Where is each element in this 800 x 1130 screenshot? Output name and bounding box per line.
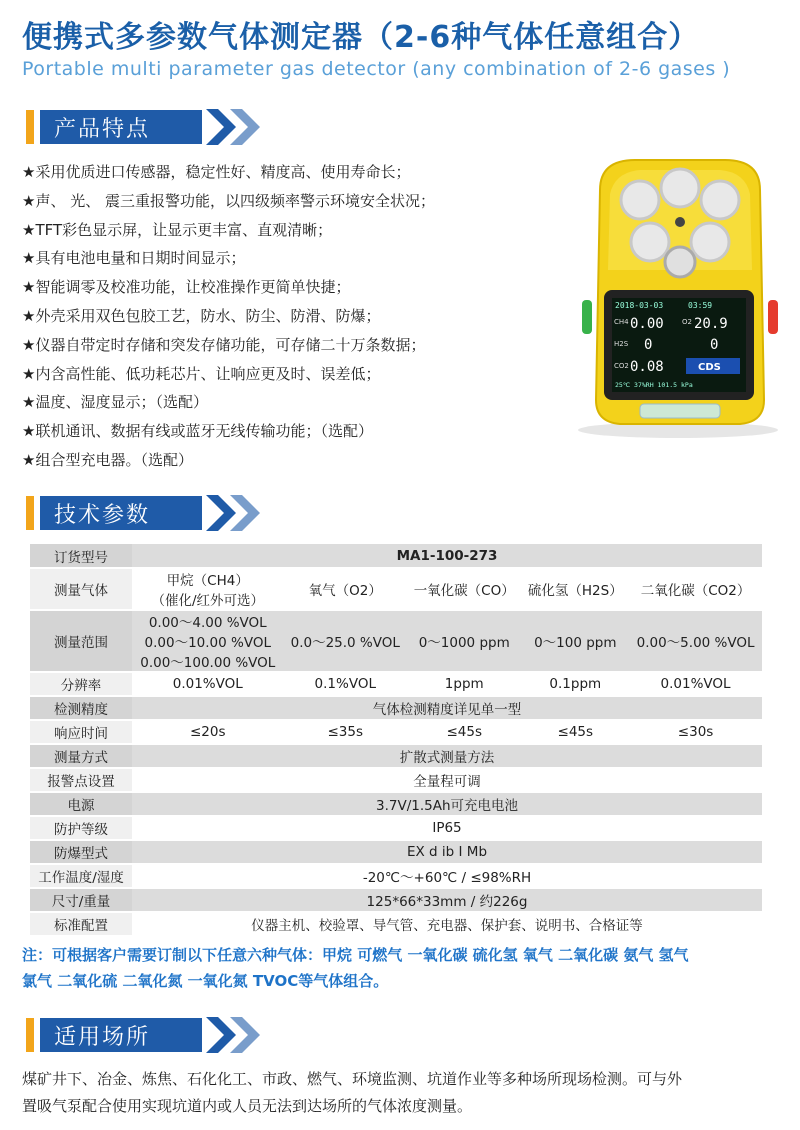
gas-cell-h2s: 硫化氢（H2S）	[521, 568, 629, 610]
feature-item: ★具有电池电量和日期时间显示；	[22, 249, 246, 268]
env-value: -20℃～+60℃ / ≤98%RH	[132, 864, 762, 888]
custom-gas-note	[22, 942, 782, 994]
size-value: 125*66*33mm / 约226g	[132, 888, 762, 912]
gas-cell-o2: 氧气（O2）	[284, 568, 407, 610]
table-row	[30, 888, 762, 912]
row-label: 报警点设置	[30, 768, 132, 792]
applications-line: 煤矿井下、冶金、炼焦、石化化工、市政、燃气、环境监测、坑道作业等多种场所现场检测。可与外	[22, 1070, 683, 1088]
screen-o2-label: O2	[682, 318, 692, 326]
feature-item: ★采用优质进口传感器，稳定性好、精度高、使用寿命长；	[22, 163, 411, 181]
row-label: 测量气体	[30, 568, 132, 610]
range-value: 0.00～10.00 %VOL	[144, 635, 271, 651]
gas-name: 甲烷（CH4）	[166, 573, 249, 589]
screen-ch4-value: 0.00	[630, 316, 664, 332]
config-value: 仪器主机、校验罩、导气管、充电器、保护套、说明书、合格证等	[132, 912, 762, 936]
response-value: ≤30s	[629, 720, 762, 744]
note-line: 注：可根据客户需要订制以下任意六种气体：甲烷 可燃气 一氧化碳 硫化氢 氧气 二氧化碳 氨气 氢气	[22, 946, 689, 964]
feature-item: ★联机通讯、数据有线或蓝牙无线传输功能；（选配）	[22, 422, 373, 441]
row-label: 订货型号	[30, 544, 132, 568]
resolution-value: 1ppm	[407, 672, 521, 696]
row-label: 检测精度	[30, 696, 132, 720]
applications-line: 置吸气泵配合使用实现坑道内或人员无法到达场所的气体浓度测量。	[22, 1097, 473, 1115]
section-header-applications	[26, 1016, 266, 1054]
table-row	[30, 610, 762, 672]
resolution-value: 0.01%VOL	[629, 672, 762, 696]
gas-cell-co2: 二氧化碳（CO2）	[629, 568, 762, 610]
chevron-arrows-icon	[206, 109, 266, 145]
range-cell-ch4	[132, 610, 284, 672]
feature-item: ★智能调零及校准功能，让校准操作更简单快捷；	[22, 278, 351, 297]
power-value: 3.7V/1.5Ah可充电电池	[132, 792, 762, 816]
feature-item: ★组合型充电器。（选配）	[22, 450, 193, 469]
screen-h2s-label: H2S	[614, 340, 629, 348]
range-cell-h2s: 0～100 ppm	[521, 610, 629, 672]
response-value: ≤45s	[521, 720, 629, 744]
protection-value: IP65	[132, 816, 762, 840]
screen-co2-value: 0.08	[630, 359, 664, 375]
table-row	[30, 912, 762, 936]
section-title-specs: 技术参数	[40, 496, 202, 530]
gas-detector-device-image	[560, 150, 790, 440]
feature-item: ★TFT彩色显示屏，让显示更丰富、直观清晰；	[22, 220, 333, 239]
row-label: 分辨率	[30, 672, 132, 696]
note-line: 氯气 二氧化硫 二氧化氮 一氧化氮 TVOC等气体组合。	[22, 972, 389, 990]
alarm-value: 全量程可调	[132, 768, 762, 792]
screen-cds-label: CDS	[698, 362, 721, 373]
table-row	[30, 544, 762, 568]
row-label: 测量范围	[30, 610, 132, 672]
range-value: 0.00～4.00 %VOL	[148, 615, 267, 631]
gas-cell-co: 一氧化碳（CO）	[407, 568, 521, 610]
row-label: 尺寸/重量	[30, 888, 132, 912]
range-cell-co: 0～1000 ppm	[407, 610, 521, 672]
screen-date: 2018-03-03	[615, 301, 664, 310]
table-row	[30, 672, 762, 696]
feature-item: ★温度、湿度显示；（选配）	[22, 393, 208, 412]
row-label: 工作温度/湿度	[30, 864, 132, 888]
section-title-applications: 适用场所	[40, 1018, 202, 1052]
range-cell-o2: 0.0～25.0 %VOL	[284, 610, 407, 672]
spec-table	[30, 544, 762, 937]
explosion-value: EX d ib Ⅰ Mb	[132, 840, 762, 864]
row-label: 响应时间	[30, 720, 132, 744]
accuracy-value: 气体检测精度详见单一型	[132, 696, 762, 720]
row-label: 标准配置	[30, 912, 132, 936]
table-row	[30, 720, 762, 744]
table-row	[30, 744, 762, 768]
resolution-value: 0.1ppm	[521, 672, 629, 696]
resolution-value: 0.1%VOL	[284, 672, 407, 696]
row-label: 电源	[30, 792, 132, 816]
chevron-arrows-icon	[206, 495, 266, 531]
feature-item: ★仪器自带定时存储和突发存储功能，可存储二十万条数据；	[22, 335, 426, 354]
header-accent-bar	[26, 110, 34, 144]
screen-co2-label: CO2	[614, 362, 629, 370]
page-title: 便携式多参数气体测定器（2-6种气体任意组合）	[22, 20, 700, 55]
chevron-arrows-icon	[206, 1017, 266, 1053]
table-row	[30, 696, 762, 720]
row-label: 测量方式	[30, 744, 132, 768]
screen-co-value: 0	[710, 337, 719, 353]
table-row	[30, 568, 762, 610]
table-row	[30, 816, 762, 840]
method-value: 扩散式测量方法	[132, 744, 762, 768]
resolution-value: 0.01%VOL	[132, 672, 284, 696]
section-header-features	[26, 108, 266, 146]
feature-item: ★内含高性能、低功耗芯片、让响应更及时、误差低；	[22, 364, 381, 383]
table-row	[30, 840, 762, 864]
response-value: ≤35s	[284, 720, 407, 744]
range-value: 0.00～100.00 %VOL	[140, 655, 276, 671]
response-value: ≤45s	[407, 720, 521, 744]
range-cell-co2: 0.00～5.00 %VOL	[629, 610, 762, 672]
screen-status: 25℃ 37%RH 101.5 kPa	[615, 381, 693, 389]
response-value: ≤20s	[132, 720, 284, 744]
gas-cell-ch4	[132, 568, 284, 610]
section-header-specs	[26, 494, 266, 532]
page-subtitle: Portable multi parameter gas detector (any combination of 2-6 gases )	[22, 58, 731, 80]
order-model-value: MA1-100-273	[132, 544, 762, 568]
table-row	[30, 768, 762, 792]
screen-o2-value: 20.9	[694, 316, 728, 332]
applications-text	[22, 1066, 782, 1120]
table-row	[30, 864, 762, 888]
screen-ch4-label: CH4	[614, 318, 629, 326]
screen-time: 03:59	[688, 301, 713, 310]
row-label: 防爆型式	[30, 840, 132, 864]
header-accent-bar	[26, 1018, 34, 1052]
header-accent-bar	[26, 496, 34, 530]
gas-sub: （催化/红外可选）	[151, 593, 265, 609]
section-title-features: 产品特点	[40, 110, 202, 144]
table-row	[30, 792, 762, 816]
feature-item: ★外壳采用双色包胶工艺，防水、防尘、防滑、防爆；	[22, 306, 381, 325]
feature-list	[22, 158, 542, 475]
row-label: 防护等级	[30, 816, 132, 840]
feature-item: ★声、 光、 震三重报警功能，以四级频率警示环境安全状况；	[22, 191, 435, 210]
screen-h2s-value: 0	[644, 337, 653, 353]
